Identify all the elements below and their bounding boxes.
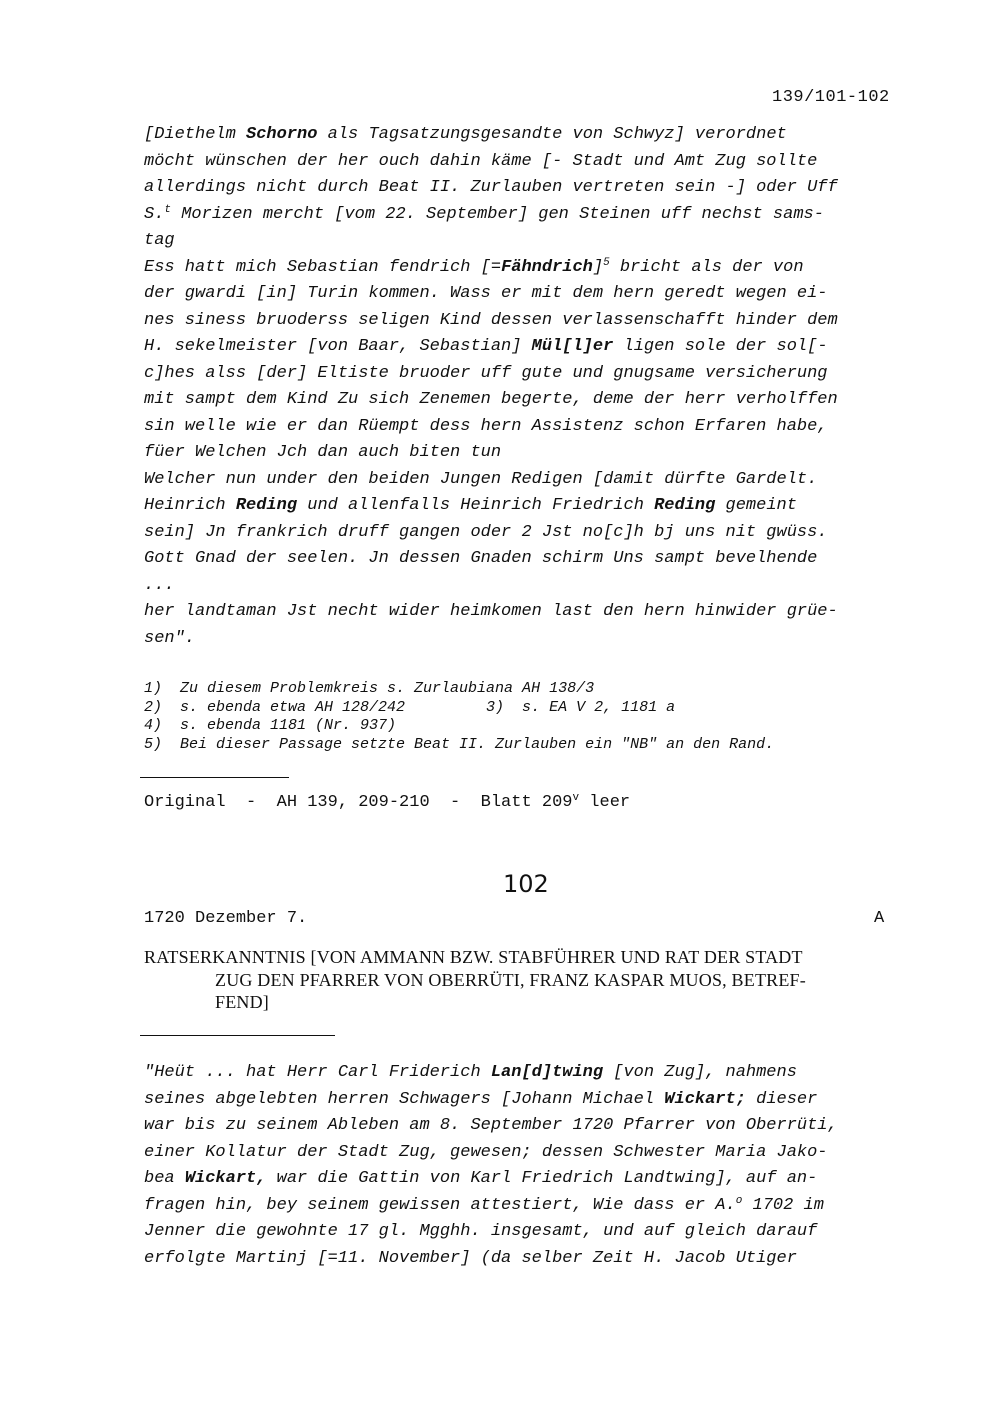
text-span: möcht wünschen der her ouch dahin käme [- Stadt und Amt Zug sollte [144, 151, 818, 171]
text-line [144, 228, 914, 255]
title-line: FEND] [215, 992, 269, 1012]
text-line [144, 122, 914, 149]
text-line [144, 361, 914, 388]
text-line [144, 1060, 914, 1087]
text-span: H. sekelmeister [von Baar, Sebastian] [144, 337, 532, 356]
text-span: mit sampt dem Kind Zu sich Zenemen begerte, deme der herr verholffen [144, 390, 838, 409]
document-body [144, 1060, 914, 1272]
text-span: tag [144, 231, 175, 250]
text-span: "Heüt ... hat Herr Carl Friderich [144, 1063, 491, 1082]
superscript: o [735, 1194, 743, 1207]
text-line [144, 467, 914, 494]
page-reference: 139/101-102 [772, 88, 890, 107]
text-line [144, 387, 914, 414]
text-line [144, 1166, 914, 1193]
text-span: ] [592, 257, 604, 277]
text-line [144, 202, 914, 229]
document-title [144, 946, 806, 1014]
text-span: sein] Jn frankrich druff gangen oder 2 Jst no[c]h bj uns nit gwüss. [144, 522, 828, 542]
text-span: [von Zug], nahmens [603, 1063, 797, 1082]
text-span: war bis zu seinem Ableben am 8. September 1720 Pfarrer von Oberrüti, [144, 1116, 838, 1135]
bold-name: Wickart, [184, 1169, 267, 1188]
text-span: bea [144, 1169, 185, 1188]
text-span: einer Kollatur der Stadt Zug, gewesen; dessen Schwester Maria Jako- [144, 1142, 828, 1162]
text-line [144, 493, 914, 520]
title-divider [140, 1035, 335, 1036]
text-span: nes siness bruoderss seligen Kind dessen verlassenschafft hinder dem [144, 310, 838, 330]
text-span: Morizen mercht [vom 22. September] gen Steinen uff nechst sams- [171, 204, 824, 224]
superscript: t [164, 203, 172, 216]
footnotes [144, 680, 914, 754]
title-line: ZUG DEN PFARRER VON OBERRÜTI, FRANZ KASPAR MUOS, BETREF- [215, 969, 806, 990]
text-span: her landtaman Jst necht wider heimkomen last den hern hinwider grüe- [144, 602, 838, 621]
bold-name: Mül[l]er [531, 337, 614, 356]
original-source-line [144, 793, 630, 812]
text-span: Gott Gnad der seelen. Jn dessen Gnaden schirm Uns sampt bevelhende [144, 549, 818, 568]
bold-name: Fähndrich [501, 257, 593, 277]
text-line [144, 520, 914, 547]
text-line [144, 308, 914, 335]
bold-name: Schorno [246, 125, 318, 144]
bold-name: Reding [654, 496, 716, 515]
letter-text [144, 122, 914, 652]
bold-name: Reding [235, 496, 298, 515]
text-span: bricht als der von [609, 257, 804, 277]
text-span: gemeint [715, 496, 797, 515]
title-line: RATSERKANNTNIS [VON AMMANN BZW. STABFÜHRER UND RAT DER STADT [144, 947, 803, 967]
text-span: Ess hatt mich Sebastian fendrich [= [144, 257, 502, 277]
text-line [144, 1219, 914, 1246]
text-line [144, 149, 914, 176]
bold-name: Wickart; [664, 1089, 746, 1109]
text-line [144, 626, 914, 653]
text-line [144, 255, 914, 282]
text-span: ligen sole der sol[- [613, 337, 828, 356]
footnote: 2) s. ebenda etwa AH 128/242 3) s. EA V 2, 1181 a [144, 698, 676, 716]
text-line [144, 546, 914, 573]
footnote-divider [140, 777, 289, 778]
footnote: 1) Zu diesem Problemkreis s. Zurlaubiana AH 138/3 [144, 680, 595, 697]
text-span: fragen hin, bey seinem gewissen attestiert, Wie dass er A. [144, 1195, 736, 1215]
text-span: und allenfalls Heinrich Friedrich [297, 496, 655, 515]
text-span: [Diethelm [144, 125, 247, 144]
text-span: Welcher nun under den beiden Jungen Redigen [damit dürfte Gardelt. [144, 469, 818, 489]
text-span: S. [144, 204, 165, 224]
text-span: sin welle wie er dan Rüempt dess hern Assistenz schon Erfaren habe, [144, 416, 828, 436]
text-line [144, 175, 914, 202]
text-span: erfolgte Martinj [=11. November] (da selber Zeit H. Jacob Utiger [144, 1248, 797, 1268]
footnote: 5) Bei dieser Passage setzte Beat II. Zurlauben ein "NB" an den Rand. [144, 735, 775, 753]
text-span: Heinrich [144, 496, 236, 515]
original-sup: v [572, 792, 580, 804]
superscript: 5 [603, 256, 610, 269]
text-span: dieser [745, 1089, 818, 1109]
text-span: ... [144, 575, 175, 595]
text-line [144, 414, 914, 441]
text-line [144, 1140, 914, 1167]
bold-name: Lan[d]twing [490, 1063, 604, 1082]
text-span: allerdings nicht durch Beat II. Zurlauben vertreten sein -] oder Uff [144, 178, 838, 197]
text-line [144, 573, 914, 600]
text-span: seines abgelebten herren Schwagers [Johann Michael [144, 1089, 665, 1109]
document-category: A [874, 909, 885, 928]
text-line [144, 334, 914, 361]
original-text: Original - AH 139, 209-210 - Blatt 209 [144, 793, 573, 812]
text-line [144, 1246, 914, 1273]
text-line [144, 1113, 914, 1140]
document-number: 102 [503, 870, 549, 898]
text-line [144, 599, 914, 626]
document-date: 1720 Dezember 7. [144, 909, 308, 928]
text-span: war die Gattin von Karl Friedrich Landtwing], auf an- [266, 1169, 818, 1188]
text-span: füer Welchen Jch dan auch biten tun [144, 443, 502, 462]
original-tail: leer [579, 793, 631, 812]
text-span: als Tagsatzungsgesandte von Schwyz] verordnet [317, 125, 787, 144]
text-span: der gwardi [in] Turin kommen. Wass er mit dem hern geredt wegen ei- [144, 284, 828, 303]
text-line [144, 1087, 914, 1114]
text-line [144, 281, 914, 308]
text-span: 1702 im [742, 1195, 824, 1215]
text-span: sen". [144, 628, 196, 648]
text-line [144, 440, 914, 467]
text-span: Jenner die gewohnte 17 gl. Mgghh. insgesamt, und auf gleich darauf [144, 1222, 818, 1241]
footnote: 4) s. ebenda 1181 (Nr. 937) [144, 717, 397, 734]
text-span: c]hes alss [der] Eltiste bruoder uff gute und gnugsame versicherung [144, 363, 828, 383]
text-line [144, 1193, 914, 1220]
